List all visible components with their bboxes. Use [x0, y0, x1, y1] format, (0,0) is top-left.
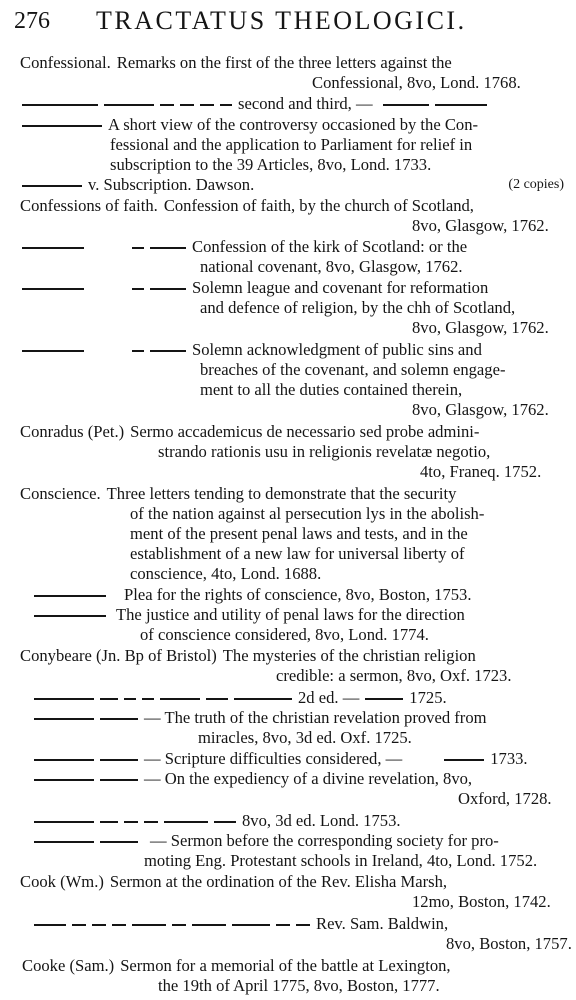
ditto-dash	[34, 821, 94, 823]
entry-line	[130, 564, 572, 584]
entry-text: 4to, Franeq. 1752.	[420, 462, 542, 481]
entry-text: ment to all the duties contained therein,	[200, 380, 463, 399]
entry-line	[144, 851, 572, 871]
entry-line	[158, 442, 572, 462]
entry-line	[110, 135, 572, 155]
entry-text: v. Subscription. Dawson.	[88, 175, 255, 194]
ditto-dash	[34, 595, 106, 597]
ditto-dash	[132, 350, 144, 352]
ditto-dash	[365, 698, 403, 700]
ditto-dash	[22, 288, 84, 290]
entry-text: strando rationis usu in religionis revelatæ negotio,	[158, 442, 491, 461]
ditto-dash	[220, 104, 232, 106]
entry-text: — On the expediency of a divine revelation, 8vo,	[144, 769, 473, 788]
entry-text: Three letters tending to demonstrate that the security	[106, 484, 457, 503]
ditto-dash	[132, 247, 144, 249]
entry-line	[20, 872, 572, 892]
ditto-dash	[296, 924, 310, 926]
entry-line	[34, 708, 572, 728]
ditto-dash	[34, 841, 94, 843]
entry-line	[412, 892, 572, 912]
entry-text: the 19th of April 1775, 8vo, Boston, 1777.	[158, 976, 440, 995]
entry-line	[22, 340, 572, 360]
entry-line	[420, 462, 572, 482]
entry-text: 8vo, Glasgow, 1762.	[412, 216, 549, 235]
ditto-dash	[435, 104, 487, 106]
ditto-dash	[34, 924, 66, 926]
ditto-dash	[206, 698, 228, 700]
ditto-dash	[276, 924, 290, 926]
entry-text: credible: a sermon, 8vo, Oxf. 1723.	[276, 666, 512, 685]
entry-line	[22, 175, 572, 195]
entry-text: Sermon for a memorial of the battle at Lexington,	[120, 956, 451, 975]
ditto-dash	[164, 821, 208, 823]
entry-text: 2d ed. —	[298, 688, 360, 707]
entry-text: Confession of the kirk of Scotland: or the	[192, 237, 468, 256]
entry-text: 8vo, Boston, 1757.	[446, 934, 572, 953]
ditto-dash	[160, 104, 174, 106]
ditto-dash	[383, 104, 429, 106]
entry-text: establishment of a new law for universal liberty of	[130, 544, 465, 563]
entry-line	[34, 688, 572, 708]
ditto-dash	[144, 821, 158, 823]
entry-text: — Sermon before the corresponding society for pro-	[150, 831, 499, 850]
entry-heading: Cooke (Sam.)	[22, 956, 115, 975]
entry-text: second and third, —	[238, 94, 373, 113]
entry-line	[34, 769, 572, 789]
entry-heading: Confessional.	[20, 53, 111, 72]
entry-line	[446, 934, 572, 954]
ditto-dash	[22, 350, 84, 352]
ditto-dash	[22, 185, 82, 187]
entry-text: of the nation against al persecution lys in the abolish-	[130, 504, 485, 523]
ditto-dash	[232, 924, 270, 926]
entry-text: Remarks on the first of the three letters against the	[116, 53, 452, 72]
entry-line	[458, 789, 572, 809]
ditto-dash	[132, 924, 166, 926]
ditto-dash	[160, 698, 200, 700]
ditto-dash	[100, 718, 138, 720]
entry-line	[34, 831, 572, 851]
entry-text: Confessional, 8vo, Lond. 1768.	[312, 73, 521, 92]
ditto-dash	[34, 615, 106, 617]
entry-line	[110, 155, 572, 175]
ditto-dash	[100, 821, 118, 823]
entry-line	[22, 115, 572, 135]
entry-line	[34, 605, 572, 625]
entry-text: of conscience considered, 8vo, Lond. 1774.	[140, 625, 429, 644]
page-number: 276	[14, 8, 50, 34]
page-header	[0, 2, 576, 42]
ditto-dash	[104, 104, 154, 106]
entry-heading: Conradus (Pet.)	[20, 422, 125, 441]
ditto-dash	[100, 779, 138, 781]
entry-text: national covenant, 8vo, Glasgow, 1762.	[200, 257, 463, 276]
entry-line	[276, 666, 572, 686]
entry-text: breaches of the covenant, and solemn engage-	[200, 360, 506, 379]
ditto-dash	[22, 125, 102, 127]
running-title: TRACTATUS THEOLOGICI.	[96, 6, 467, 35]
entry-text: 8vo, 3d ed. Lond. 1753.	[242, 811, 401, 830]
entry-line	[20, 196, 572, 216]
entry-line	[130, 544, 572, 564]
entry-line	[20, 53, 572, 73]
entry-line	[312, 73, 572, 93]
entry-text: Solemn acknowledgment of public sins and	[192, 340, 482, 359]
entry-line	[200, 380, 572, 400]
ditto-dash	[72, 924, 86, 926]
ditto-dash	[132, 288, 144, 290]
entry-text: A short view of the controversy occasioned by the Con-	[108, 115, 479, 134]
ditto-dash	[22, 247, 84, 249]
ditto-dash	[100, 698, 118, 700]
ditto-dash	[150, 350, 186, 352]
entry-text: Rev. Sam. Baldwin,	[316, 914, 449, 933]
entry-heading: Conscience.	[20, 484, 101, 503]
entry-text: subscription to the 39 Articles, 8vo, Lond. 1733.	[110, 155, 432, 174]
entry-text: The mysteries of the christian religion	[222, 646, 476, 665]
ditto-dash	[34, 718, 94, 720]
entry-line	[198, 728, 572, 748]
ditto-dash	[22, 104, 98, 106]
ditto-dash	[124, 698, 136, 700]
ditto-dash	[192, 924, 226, 926]
ditto-dash	[34, 759, 94, 761]
entry-line	[34, 585, 572, 605]
entry-line	[20, 422, 572, 442]
entry-text: ment of the present penal laws and tests, and in the	[130, 524, 468, 543]
entry-line	[34, 749, 572, 769]
entry-text: Sermon at the ordination of the Rev. Elisha Marsh,	[109, 872, 448, 891]
entry-line	[158, 976, 572, 996]
entry-text: 8vo, Glasgow, 1762.	[412, 400, 549, 419]
entry-line	[20, 484, 572, 504]
ditto-dash	[112, 924, 126, 926]
entry-heading: Cook (Wm.)	[20, 872, 104, 891]
entry-line	[130, 504, 572, 524]
ditto-dash	[234, 698, 292, 700]
entry-line	[22, 237, 572, 257]
ditto-dash	[444, 759, 484, 761]
entry-line	[22, 278, 572, 298]
entry-date: 1725.	[409, 688, 447, 707]
entry-text: — The truth of the christian revelation proved from	[144, 708, 487, 727]
entry-text: Oxford, 1728.	[458, 789, 552, 808]
entry-line	[140, 625, 572, 645]
entry-line	[34, 914, 572, 934]
ditto-dash	[124, 821, 138, 823]
entry-date: 1733.	[490, 749, 528, 768]
ditto-dash	[34, 698, 94, 700]
entry-text: Sermo accademicus de necessario sed probe admini-	[130, 422, 480, 441]
ditto-dash	[100, 759, 138, 761]
ditto-dash	[34, 779, 94, 781]
ditto-dash	[214, 821, 236, 823]
entry-text: — Scripture difficulties considered, —	[144, 749, 403, 768]
entry-line	[22, 956, 572, 976]
entry-text: Solemn league and covenant for reformation	[192, 278, 489, 297]
entry-text: and defence of religion, by the chh of Scotland,	[200, 298, 516, 317]
ditto-dash	[180, 104, 194, 106]
entry-text: Confession of faith, by the church of Scotland,	[163, 196, 474, 215]
entry-text: Plea for the rights of conscience, 8vo, Boston, 1753.	[124, 585, 472, 604]
entry-line	[200, 257, 572, 277]
entry-text: 12mo, Boston, 1742.	[412, 892, 551, 911]
ditto-dash	[92, 924, 106, 926]
entry-text: The justice and utility of penal laws for the direction	[116, 605, 465, 624]
copies-note: (2 copies)	[508, 177, 564, 192]
ditto-dash	[142, 698, 154, 700]
entry-line	[412, 400, 572, 420]
entry-heading: Conybeare (Jn. Bp of Bristol)	[20, 646, 217, 665]
entry-text: miracles, 8vo, 3d ed. Oxf. 1725.	[198, 728, 412, 747]
entry-line	[20, 646, 572, 666]
entry-heading: Confessions of faith.	[20, 196, 158, 215]
entry-line	[200, 298, 572, 318]
entry-text: 8vo, Glasgow, 1762.	[412, 318, 549, 337]
entry-line	[130, 524, 572, 544]
entry-line	[200, 360, 572, 380]
entry-text: moting Eng. Protestant schools in Ireland, 4to, Lond. 1752.	[144, 851, 538, 870]
entry-line	[22, 94, 572, 114]
ditto-dash	[200, 104, 214, 106]
ditto-dash	[150, 288, 186, 290]
ditto-dash	[150, 247, 186, 249]
entry-line	[412, 216, 572, 236]
ditto-dash	[100, 841, 138, 843]
ditto-dash	[172, 924, 186, 926]
entry-text: fessional and the application to Parliament for relief in	[110, 135, 473, 154]
entry-line	[412, 318, 572, 338]
entry-line	[34, 811, 572, 831]
entry-text: conscience, 4to, Lond. 1688.	[130, 564, 322, 583]
